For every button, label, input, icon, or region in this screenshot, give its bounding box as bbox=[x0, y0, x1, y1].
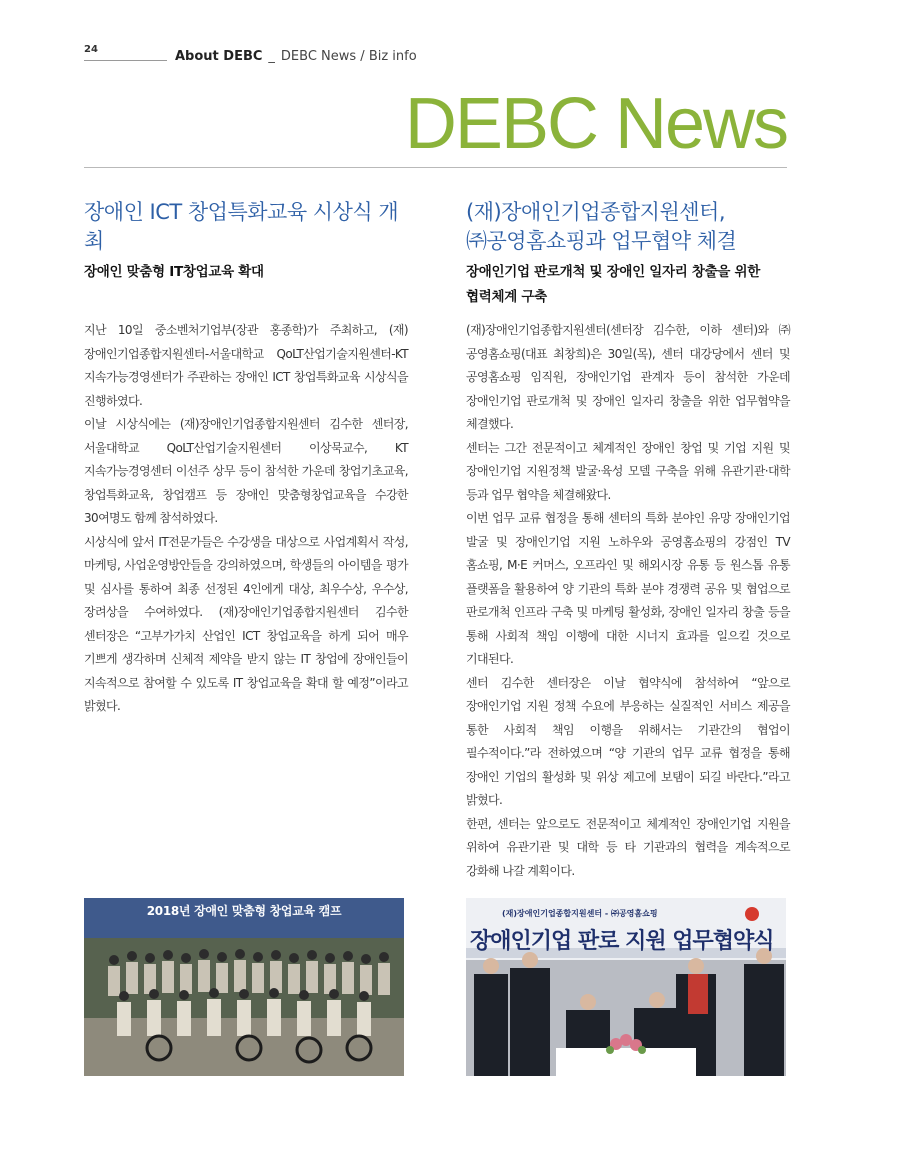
article-right-subtitle-line2: 협력체계 구축 bbox=[466, 289, 547, 305]
section-sub: DEBC News / Biz info bbox=[280, 49, 417, 64]
group-photo bbox=[84, 898, 404, 1076]
article-left-subtitle: 장애인 맞춤형 IT창업교육 확대 bbox=[84, 264, 264, 280]
article-right-subtitle-line1: 장애인기업 판로개척 및 장애인 일자리 창출을 위한 bbox=[466, 264, 760, 280]
photo-banner-small: (재)장애인기업종합지원센터 - ㈜공영홈쇼핑 bbox=[502, 909, 658, 918]
article-right-title-line1: (재)장애인기업종합지원센터, bbox=[466, 200, 725, 224]
article-right-body bbox=[466, 319, 790, 883]
article-left-body bbox=[84, 319, 408, 719]
header-divider bbox=[84, 60, 167, 61]
article-right-title bbox=[466, 198, 790, 256]
brand-logo-icon bbox=[745, 907, 759, 921]
article-right-title-line2: ㈜공영홈쇼핑과 업무협약 체결 bbox=[466, 229, 737, 253]
section-main: About DEBC bbox=[175, 49, 263, 64]
paragraph: 이날 시상식에는 (재)장애인기업종합지원센터 김수한 센터장, 서울대학교 QoLT산업기술지원센터 이상묵교수, KT 지속가능경영센터 이선주 상무 등이 참석한 가운데 창업기초교육, 창업특화교육, 창업캠프 등 장애인 맞춤형창업교육을 수강한 30여명도 함께 참석하였다. bbox=[84, 417, 408, 525]
section-label bbox=[175, 49, 417, 64]
group-photo-illustration bbox=[84, 898, 404, 1076]
page-title: DEBC News bbox=[404, 84, 787, 164]
article-left-title: 장애인 ICT 창업특화교육 시상식 개최 bbox=[84, 200, 399, 253]
page-number: 24 bbox=[84, 44, 98, 55]
paragraph: 이번 업무 교류 협정을 통해 센터의 특화 분야인 유망 장애인기업 발굴 및 장애인기업 지원 노하우와 공영홈쇼핑의 강점인 TV 홈쇼핑, M·E 커머스, 오프라인 및 해외시장 유통 등 원스톱 유통 플랫폼을 활용하여 양 기관의 특화 분야 경쟁력 공유 및 협업으로 판로개척 인프라 구축 및 마케팅 활성화, 장애인 일자리 창출 등을 통해 사회적 책임 이행에 대한 시너지 효과를 일으킬 것으로 기대된다. bbox=[466, 511, 790, 666]
paragraph: 지난 10일 중소벤처기업부(장관 홍종학)가 주최하고, (재)장애인기업종합지원센터-서울대학교 QoLT산업기술지원센터-KT 지속가능경영센터가 주관하는 장애인 ICT 창업특화교육 시상식을 진행하였다. bbox=[84, 323, 408, 408]
paragraph: 센터 김수한 센터장은 이날 협약식에 참석하여 “앞으로 장애인기업 지원 정책 수요에 부응하는 실질적인 서비스 제공을 통한 사회적 책임 이행을 위해서는 기관간의 협업이 필수적이다.”라 전하였으며 “양 기관의 업무 교류 협정을 통해 장애인 기업의 활성화 및 위상 제고에 보탬이 되길 바란다.”라고 밝혔다. bbox=[466, 675, 790, 807]
paragraph: 한편, 센터는 앞으로도 전문적이고 체계적인 장애인기업 지원을 위하여 유관기관 및 대학 등 타 기관과의 협력을 계속적으로 강화해 나갈 계획이다. bbox=[466, 816, 790, 878]
article-right-header bbox=[466, 198, 790, 310]
section-separator: _ bbox=[268, 49, 275, 64]
paragraph: 시상식에 앞서 IT전문가들은 수강생을 대상으로 사업계획서 작성, 마케팅, 사업운영방안들을 강의하였으며, 학생들의 아이템을 평가 및 심사를 통하여 최종 선정된 4인에게 대상, 최우수상, 우수상, 장려상을 수여하였다. (재)장애인기업종합지원센터 김수한 센터장은 “고부가가치 산업인 ICT 창업교육을 하게 되어 매우 기쁘게 생각하며 신체적 제약을 받지 않는 IT 창업에 장애인들이 지속적으로 참여할 수 있도록 IT 창업교육을 확대 할 예정”이라고 밝혔다. bbox=[84, 534, 408, 713]
paragraph: (재)장애인기업종합지원센터(센터장 김수한, 이하 센터)와 ㈜공영홈쇼핑(대표 최창희)은 30일(목), 센터 대강당에서 센터 및 공영홈쇼핑 임직원, 장애인기업 관계자 등이 참석한 가운데 장애인기업 판로개척 및 장애인 일자리 창출을 위한 업무협약을 체결했다. bbox=[466, 323, 790, 431]
article-right-subtitle bbox=[466, 260, 790, 310]
article-left-header bbox=[84, 198, 408, 285]
paragraph: 센터는 그간 전문적이고 체계적인 장애인 창업 및 기업 지원 및 장애인기업 지원정책 발굴·육성 모델 구축을 위해 유관기관·대학 등과 업무 협약을 체결해왔다. bbox=[466, 440, 790, 502]
photo-banner: 2018년 장애인 맞춤형 창업교육 캠프 bbox=[146, 904, 342, 918]
mou-photo bbox=[466, 898, 786, 1076]
title-rule bbox=[84, 167, 787, 168]
photo-banner-big: 장애인기업 판로 지원 업무협약식 bbox=[470, 929, 774, 954]
